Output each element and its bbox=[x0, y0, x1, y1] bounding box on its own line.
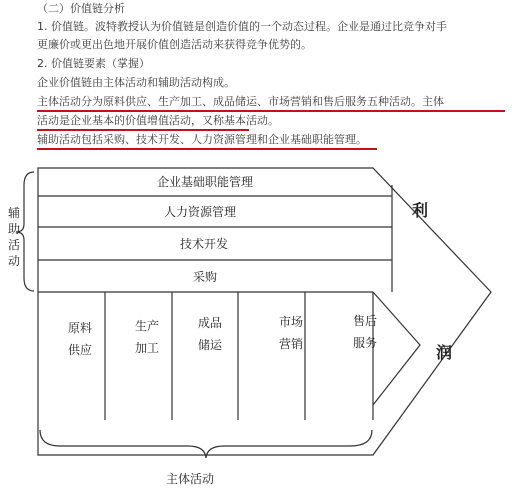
paragraph-2-line-1: 企业价值链由主体活动和辅助活动构成。 bbox=[37, 76, 235, 89]
primary-activities-label: 主体活动 bbox=[165, 472, 215, 486]
support-row-procurement: 采购 bbox=[192, 270, 218, 284]
primary-operations-line-2: 加工 bbox=[134, 341, 160, 355]
margin-label-bottom: 润 bbox=[435, 343, 453, 362]
paragraph-2-line-3: 活动是企业基本的价值增值活动，又称基本活动。 bbox=[37, 114, 279, 127]
paragraph-2-title: 2. 价值链要素（掌握） bbox=[37, 57, 150, 70]
primary-inbound-line-1: 原料 bbox=[67, 321, 93, 335]
support-label-char-2: 助 bbox=[7, 222, 21, 236]
margin-label-top: 利 bbox=[411, 201, 429, 220]
paragraph-1-line-1: 1. 价值链。波特教授认为价值链是创造价值的一个动态过程。企业是通过比竞争对手 bbox=[37, 20, 447, 33]
paragraph-2-line-2: 主体活动分为原料供应、生产加工、成品储运、市场营销和售后服务五种活动。主体 bbox=[37, 95, 444, 108]
primary-inbound-line-2: 供应 bbox=[67, 343, 93, 357]
support-label-char-3: 活 bbox=[7, 238, 21, 252]
support-row-hr: 人力资源管理 bbox=[163, 205, 237, 219]
support-label-char-1: 辅 bbox=[7, 206, 21, 220]
paragraph-1-line-2: 更廉价或更出色地开展价值创造活动来获得竞争优势的。 bbox=[37, 38, 312, 51]
primary-marketing-line-1: 市场 bbox=[278, 315, 304, 329]
primary-logistics-line-1: 成品 bbox=[197, 316, 223, 330]
primary-marketing-line-2: 营销 bbox=[278, 337, 304, 351]
primary-operations-line-1: 生产 bbox=[134, 319, 160, 333]
primary-brace bbox=[40, 430, 372, 458]
support-row-infrastructure: 企业基础职能管理 bbox=[156, 175, 254, 189]
support-row-technology: 技术开发 bbox=[179, 237, 229, 251]
support-label-char-4: 动 bbox=[7, 254, 21, 268]
section-heading: （二）价值链分析 bbox=[37, 2, 125, 15]
primary-logistics-line-2: 储运 bbox=[197, 338, 223, 352]
paragraph-2-line-4: 辅助活动包括采购、技术开发、人力资源管理和企业基础职能管理。 bbox=[37, 133, 367, 146]
margin-divider-lower bbox=[373, 292, 420, 405]
primary-service-line-2: 服务 bbox=[352, 336, 378, 350]
primary-service-line-1: 售后 bbox=[352, 314, 378, 328]
